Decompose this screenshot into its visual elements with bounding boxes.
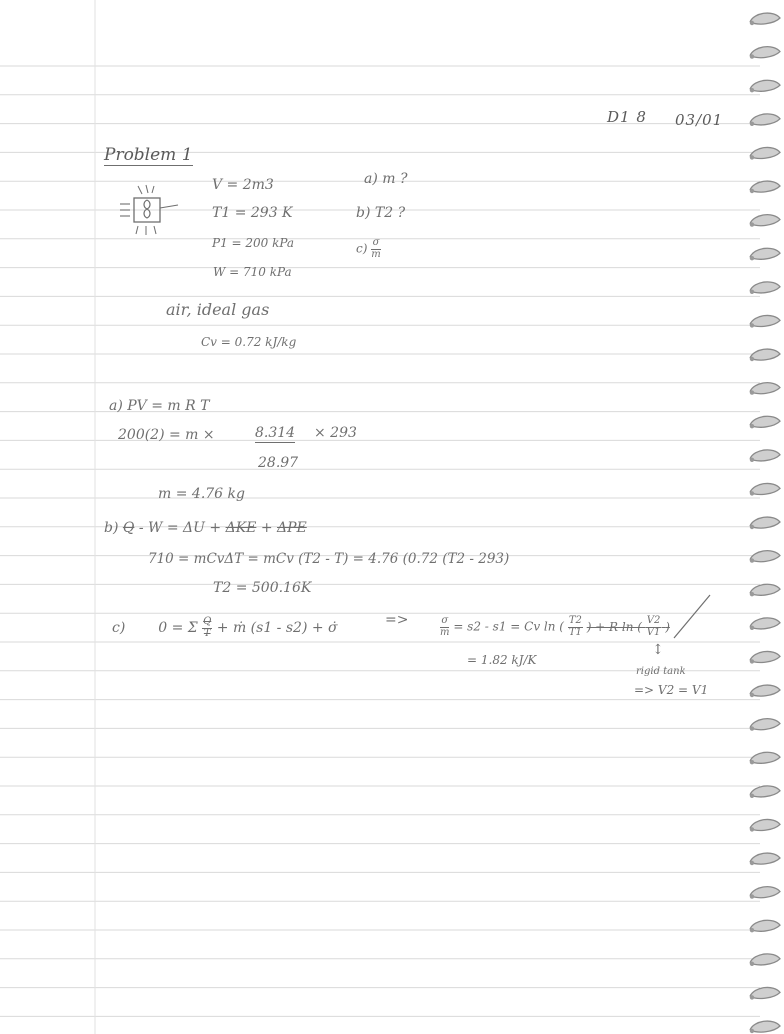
spiral-ring — [750, 349, 780, 361]
given-pressure: P1 = 200 kPa — [212, 236, 295, 250]
question-c-numerator: σ — [372, 237, 380, 248]
given-temperature: T1 = 293 K — [212, 205, 293, 221]
part-a-temperature-factor: × 293 — [314, 425, 357, 441]
part-b-energy-balance — [104, 521, 307, 535]
spiral-ring — [750, 147, 780, 159]
rigid-tank-arrow-icon: ↕ — [652, 642, 664, 658]
spiral-ring — [750, 853, 780, 865]
problem-title: Problem 1 — [104, 145, 193, 165]
spiral-ring — [750, 80, 780, 92]
spiral-ring — [750, 517, 780, 529]
spiral-ring — [750, 483, 780, 495]
spiral-ring — [750, 954, 780, 966]
tank-sketch-icon — [116, 184, 186, 240]
part-c-volume-numerator: V2 — [646, 615, 661, 626]
part-c-volume-term-struck — [586, 615, 670, 638]
spiral-ring — [750, 651, 780, 663]
spiral-ring — [750, 920, 780, 932]
spiral-ring — [750, 248, 780, 260]
spiral-ring — [750, 786, 780, 798]
spiral-ring — [750, 987, 780, 999]
part-c-entropy-change — [440, 616, 670, 638]
volume-equality-note: => V2 = V1 — [634, 683, 709, 697]
part-b-plus: + — [260, 520, 273, 536]
spiral-ring — [750, 887, 780, 899]
part-c-sigma-numerator: σ — [441, 615, 449, 626]
part-c-temperature-denominator: T1 — [568, 626, 582, 638]
spiral-ring — [750, 450, 780, 462]
part-c-temperature-ratio — [568, 616, 583, 638]
part-c-gas-constant-term: ) + R ln ( — [586, 619, 642, 634]
part-b-heat-struck: Q — [122, 520, 135, 536]
part-b-temperature-result: T2 = 500.16K — [213, 580, 312, 596]
question-c-denominator: m — [371, 248, 381, 260]
spiral-ring — [750, 584, 780, 596]
part-c-entropy-result: = 1.82 kJ/K — [467, 653, 537, 667]
part-b-potential-struck: ΔPE — [277, 520, 307, 536]
part-c-temperature-numerator: T2 — [568, 615, 582, 626]
spiral-ring — [750, 315, 780, 327]
question-c-fraction — [371, 238, 380, 260]
date-label: 03/01 — [675, 111, 724, 129]
part-a-gas-constant: 8.314 — [255, 425, 296, 441]
part-c-sum: 0 = Σ — [158, 620, 198, 636]
question-a: a) m ? — [364, 171, 408, 187]
part-c-volume-denominator: V1 — [646, 626, 661, 638]
given-volume: V = 2m3 — [212, 177, 274, 193]
strike-through-mark — [672, 592, 712, 642]
spiral-ring — [750, 551, 780, 563]
part-c-close-paren: ) — [665, 619, 670, 634]
spiral-ring — [750, 181, 780, 193]
spiral-ring — [750, 114, 780, 126]
part-c-sigma-fraction — [440, 616, 449, 638]
spiral-ring — [750, 618, 780, 630]
spiral-ring — [750, 416, 780, 428]
part-b-kinetic-struck: ΔKE — [225, 520, 257, 536]
spiral-ring — [750, 752, 780, 764]
spiral-ring — [750, 819, 780, 831]
part-a-ideal-gas-law: a) PV = m R T — [109, 398, 210, 414]
part-c-entropy-balance — [112, 617, 338, 639]
spiral-ring — [750, 13, 780, 25]
section-label: D1 8 — [607, 108, 647, 126]
part-a-substitution: 200(2) = m × — [118, 427, 215, 443]
part-c-flow-terms: + ṁ (s1 - s2) + σ̇ — [216, 620, 338, 636]
part-b-energy-terms: - W = ΔU + — [138, 520, 222, 536]
part-c-volume-ratio — [646, 616, 662, 638]
part-c-heat-denominator: T — [203, 627, 211, 639]
given-work: W = 710 kPa — [213, 265, 292, 279]
part-b-work-equation: 710 = mCvΔT = mCv (T2 - T) = 4.76 (0.72 (T2 - 293) — [148, 551, 510, 567]
part-c-prefix: c) — [112, 620, 126, 636]
part-c-heat-fraction — [202, 617, 212, 639]
rigid-tank-note: rigid tank — [636, 666, 686, 677]
part-c-sigma-denominator: m — [440, 626, 450, 638]
part-c-implies-arrow: => — [385, 612, 409, 628]
question-c — [356, 238, 381, 260]
assumption-gas: air, ideal gas — [166, 300, 270, 319]
part-c-heat-numerator: Q — [203, 616, 212, 627]
spiral-ring — [750, 215, 780, 227]
spiral-ring — [750, 685, 780, 697]
spiral-ring — [750, 282, 780, 294]
question-b: b) T2 ? — [356, 205, 406, 221]
assumption-cv: Cv = 0.72 kJ/kg — [201, 335, 297, 349]
spiral-ring — [750, 719, 780, 731]
spiral-binding — [744, 0, 784, 1034]
part-a-molar-mass: 28.97 — [258, 455, 299, 471]
spiral-ring — [750, 1021, 780, 1033]
spiral-ring — [750, 47, 780, 59]
part-a-mass-result: m = 4.76 kg — [158, 486, 245, 502]
part-b-prefix: b) — [104, 520, 119, 536]
spiral-ring — [750, 383, 780, 395]
part-c-entropy-terms: = s2 - s1 = Cv ln ( — [453, 619, 564, 634]
question-c-prefix: c) — [356, 241, 368, 256]
